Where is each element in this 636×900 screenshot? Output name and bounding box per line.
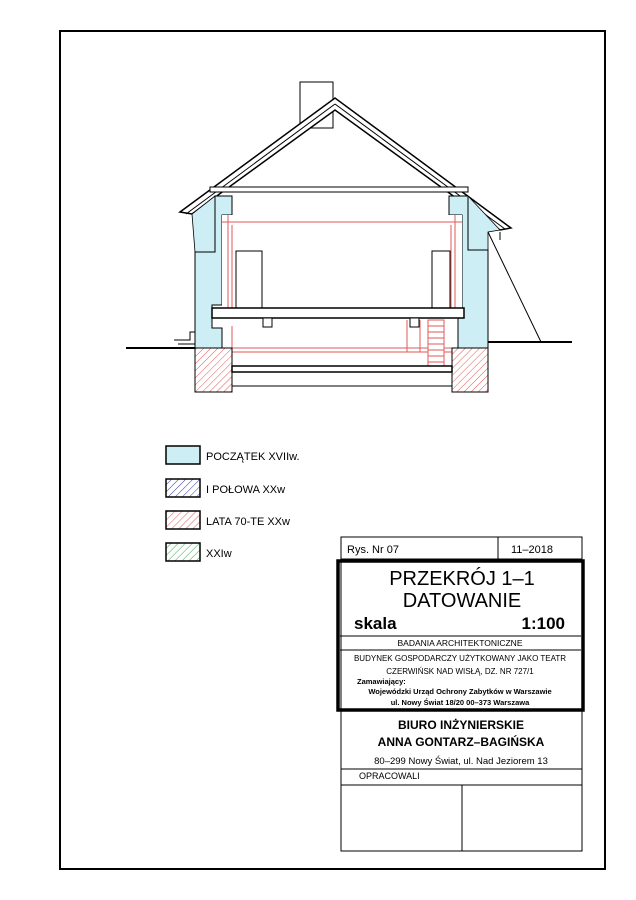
- door-right: [432, 251, 450, 308]
- prepared-by-label: OPRACOWALI: [359, 771, 420, 781]
- client-name: Wojewódzki Urząd Ochrony Zabytków w Warszawie: [368, 687, 552, 696]
- drawing-number: Rys. Nr 07: [347, 544, 399, 556]
- legend: [166, 446, 300, 561]
- title-block: [338, 537, 583, 851]
- foundation-right: [452, 348, 488, 392]
- foundation-left: [195, 348, 232, 392]
- research-type: BADANIA ARCHITEKTONICZNE: [397, 638, 523, 648]
- floor-slab: [212, 308, 464, 318]
- legend-label: POCZĄTEK XVIIw.: [206, 451, 300, 463]
- lean-to-slope: [488, 232, 541, 342]
- legend-item: [166, 479, 285, 497]
- stairs: [428, 320, 444, 366]
- legend-item: [166, 446, 300, 464]
- basement-slab: [232, 366, 452, 372]
- building-location: CZERWIŃSK NAD WISŁĄ, DZ. NR 727/1: [386, 667, 534, 676]
- drawing-date: 11–2018: [511, 544, 554, 556]
- legend-item: [166, 543, 232, 561]
- office-name-line1: BIURO INŻYNIERSKIE: [397, 718, 525, 732]
- title-section: PRZEKRÓJ 1–1: [389, 568, 535, 590]
- legend-label: XXIw: [206, 548, 232, 560]
- building-description: BUDYNEK GOSPODARCZY UŻYTKOWANY JAKO TEATR: [353, 654, 567, 663]
- legend-swatch-green: [166, 543, 200, 561]
- legend-swatch-blue: [166, 479, 200, 497]
- legend-item: [166, 511, 290, 529]
- attic-ceiling: [210, 187, 468, 192]
- section-drawing: [126, 82, 572, 392]
- legend-swatch-red: [166, 511, 200, 529]
- legend-swatch-cyan: [166, 446, 200, 464]
- title-dating: DATOWANIE: [402, 590, 522, 612]
- legend-label: LATA 70-TE XXw: [206, 516, 290, 528]
- door-left: [236, 251, 262, 308]
- client-label: Zamawiający:: [357, 677, 406, 686]
- office-address: 80–299 Nowy Świat, ul. Nad Jeziorem 13: [374, 756, 548, 767]
- scale-value: 1:100: [521, 614, 565, 633]
- scale-label: skala: [354, 614, 397, 633]
- legend-label: I POŁOWA XXw: [206, 484, 286, 496]
- client-address: ul. Nowy Świat 18/20 00–373 Warszawa: [390, 698, 530, 707]
- office-name-line2: ANNA GONTARZ–BAGIŃSKA: [377, 735, 545, 749]
